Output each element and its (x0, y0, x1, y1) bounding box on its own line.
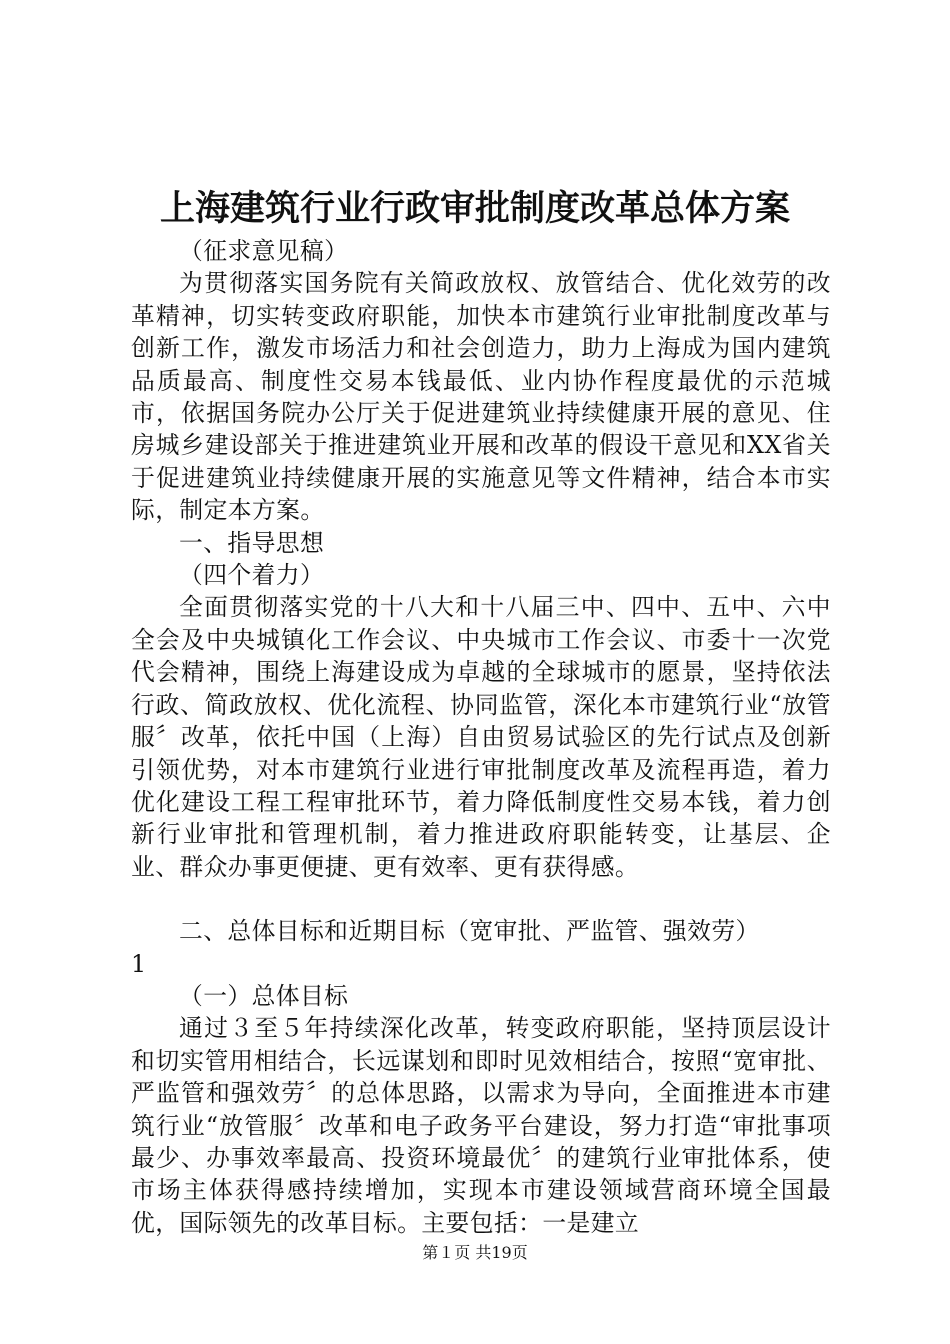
section1-paragraph: 全面贯彻落实党的十八大和十八届三中、四中、五中、六中全会及中央城镇化工作会议、中央城市工作会议、市委十一次党代会精神，围绕上海建设成为卓越的全球城市的愿景，坚持依法行政、简政放权、优化流程、协同监管，深化本市建筑行业“放管服〞改革，依托中国（上海）自由贸易试验区的先行试点及创新引领优势，对本市建筑行业进行审批制度改革及流程再造，着力优化建设工程工程审批环节，着力降低制度性交易本钱，着力创新行业审批和管理机制，着力推进政府职能转变，让基层、企业、群众办事更便捷、更有效率、更有获得感。 (131, 593, 831, 881)
section1-subheading: （四个着力） (179, 561, 325, 590)
section2-paragraph: 通过３至５年持续深化改革，转变政府职能，坚持顶层设计和切实管用相结合，长远谋划和即时见效相结合，按照“宽审批、严监管和强效劳〞的总体思路，以需求为导向，全面推进本市建筑行业“放管服〞改革和电子政务平台建设，努力打造“审批事项最少、办事效率最高、投资环境最优〞的建筑行业审批体系，使市场主体获得感持续增加，实现本市建设领域营商环境全国最优，国际领先的改革目标。主要包括：一是建立 (131, 1014, 831, 1237)
intro-paragraph: 为贯彻落实国务院有关简政放权、放管结合、优化效劳的改革精神，切实转变政府职能，加快本市建筑行业审批制度改革与创新工作，激发市场活力和社会创造力，助力上海成为国内建筑品质最高、制度性交易本钱最低、业内协作程度最优的示范城市，依据国务院办公厅关于促进建筑业持续健康开展的意见、住房城乡建设部关于推进建筑业开展和改革的假设干意见和XX省关于促进建筑业持续健康开展的实施意见等文件精神，结合本市实际，制定本方案。 (131, 269, 831, 525)
section2-number: 1 (131, 949, 147, 978)
document-subtitle: （征求意见稿） (179, 237, 349, 265)
document-title: 上海建筑行业行政审批制度改革总体方案 (159, 188, 790, 229)
section2-heading: 二、总体目标和近期目标（宽审批、严监管、强效劳） (179, 917, 760, 946)
document-body (131, 235, 831, 1239)
page-footer: 第１页 共19页 (422, 1243, 528, 1262)
paragraph-gap (131, 883, 831, 915)
section2-subheading: （一）总体目标 (179, 981, 349, 1010)
section1-heading: 一、指导思想 (179, 528, 325, 557)
